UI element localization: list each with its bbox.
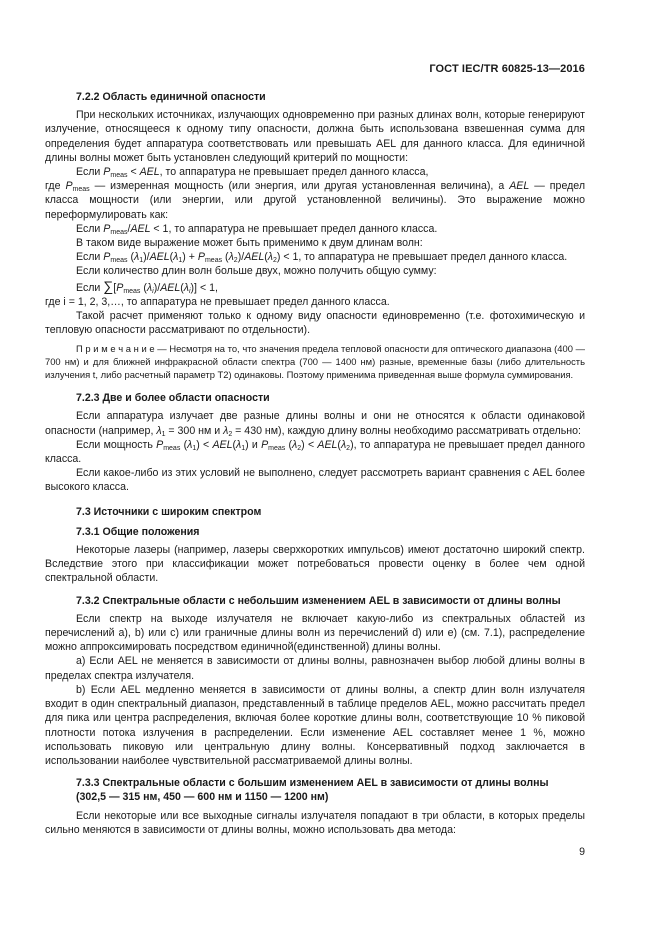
section-732-item-a: а) Если AEL не меняется в зависимости от длины волны, равнозначен выбор любой длины волны в пределах спектра излучателя. — [45, 655, 585, 682]
section-723-para-1: Если аппаратура излучает две разные длины волны и они не относятся к области одинаковой опасности (например, $\lambda_1 = 300$ нм и $\lambda_2 = 430$ нм), каждую длину волны необходимо рассматривать отдельно: — [45, 410, 585, 438]
section-722-para-3: Если количество длин волн больше двух, можно получить общую сумму: — [76, 265, 437, 278]
where-1: где $P_{meas}$ — измеренная мощность (или энергия, или другая установленная величина), а AEL — предел класса мощности (или энергии, или другой установленной величины). Это выражение можно переформулировать как: — [45, 180, 586, 221]
section-73-title: 7.3 Источники с широким спектром — [76, 505, 262, 518]
section-722-para-1: При нескольких источниках, излучающих одновременно при разных длинах волн, которые генерируют излучение, относящееся к одному типу опасности, должна быть использована взвешенная сумма для определения будет аппаратура соответствовать или превышать AEL для данного класса. Для единичной длины волны может быть установлен следующий критерий по мощности: — [45, 109, 585, 164]
where-2: где i = 1, 2, 3,…, то аппаратура не превышает предел данного класса. — [45, 295, 390, 308]
section-722-para-2: В таком виде выражение может быть применимо к двум длинам волн: — [76, 237, 423, 250]
formula-4: Если $\sum[P_{meas}$ $(\lambda_i)/AEL(\lambda_i)] < 1$, — [76, 277, 218, 295]
page-content — [45, 90, 585, 837]
section-733-title: 7.3.3 Спектральные области с большим изменением AEL в зависимости от длины волны — [76, 777, 549, 790]
section-731-title: 7.3.1 Общие положения — [76, 525, 200, 538]
section-723-para-2: Если какое-либо из этих условий не выполнено, следует рассмотреть вариант сравнения с AEL более высокого класса. — [45, 467, 585, 494]
section-733-para-1: Если некоторые или все выходные сигналы излучателя попадают в три области, в которых пределы сильно меняются в зависимости от длины волны, можно использовать два метода: — [45, 809, 585, 836]
note: П р и м е ч а н и е — Несмотря на то, что значения предела тепловой опасности для оптического диапазона (400 — 700 нм) и для ближней инфракрасной области спектра (700 — 1400 нм) разные, временные базы (либо длительность излучения t, либо расчетный параметр T2) одинаковы. Поэтому применима приведенная выше формула суммирования. — [45, 343, 585, 380]
formula-2: Если $P_{meas}$/AEL < 1, то аппаратура не превышает предел данного класса. — [76, 222, 438, 236]
section-733-title-line-2: (302,5 — 315 нм, 450 — 600 нм и 1150 — 1200 нм) — [76, 791, 329, 804]
section-732-title: 7.3.2 Спектральные области с небольшим изменением AEL в зависимости от длины волны — [76, 594, 561, 607]
section-732-para-1: Если спектр на выходе излучателя не включает какую-либо из спектральных областей из перечислений а), b) или с) или граничные длины волн из перечислений d) или е) (см. 7.1), распределение можно аппроксимировать посредством единичной(единственной) длины волны. — [45, 612, 585, 654]
section-732-item-b: b) Если AEL медленно меняется в зависимости от длины волны, а спектр длин волн излучателя входит в один спектральный диапазон, представленный в таблице пределов AEL, можно рассчитать предел для пика или центра распределения, включая более короткие длины волн, соответствующие 10 % пиковой плотности потока излучения в распределении. Если изменение AEL составляет менее 1 %, можно использовать пиковую или центральную длину волны. Консервативный подход заключается в использовании наиболее чувствительной рассматриваемой длины волны. — [45, 683, 585, 767]
page-number: 9 — [579, 846, 585, 858]
formula-1: Если $P_{meas}$ < AEL, то аппаратура не превышает предел данного класса, — [76, 166, 429, 180]
formula-3: Если $P_{meas}$ $(\lambda_1)/AEL(\lambda_1) + P_{meas}$ $(\lambda_2)/AEL(\lambda_2) < 1$, то аппаратура не превышает предел данного класса. — [76, 251, 568, 265]
section-723-title: 7.2.3 Две и более области опасности — [76, 392, 270, 405]
section-722-title: 7.2.2 Область единичной опасности — [76, 91, 266, 103]
section-722-para-4: Такой расчет применяют только к одному виду опасности единовременно (т.е. фотохимическую и тепловую опасности рассматривают по отдельности). — [45, 310, 585, 337]
standard-code: ГОСТ IEC/TR 60825-13—2016 — [429, 63, 585, 75]
formula-5: Если мощность $P_{meas}$ $(\lambda_1) < AEL(\lambda_1)$ и $P_{meas}$ $(\lambda_2) < AEL(\lambda_2)$, то аппаратура не превышает предел данного класса. — [45, 438, 586, 466]
section-731-para-1: Некоторые лазеры (например, лазеры сверхкоротких импульсов) имеют достаточно широкий спектр. Вследствие этого при классификации может потребоваться провести оценку в более чем одной спектральной области. — [45, 544, 585, 585]
